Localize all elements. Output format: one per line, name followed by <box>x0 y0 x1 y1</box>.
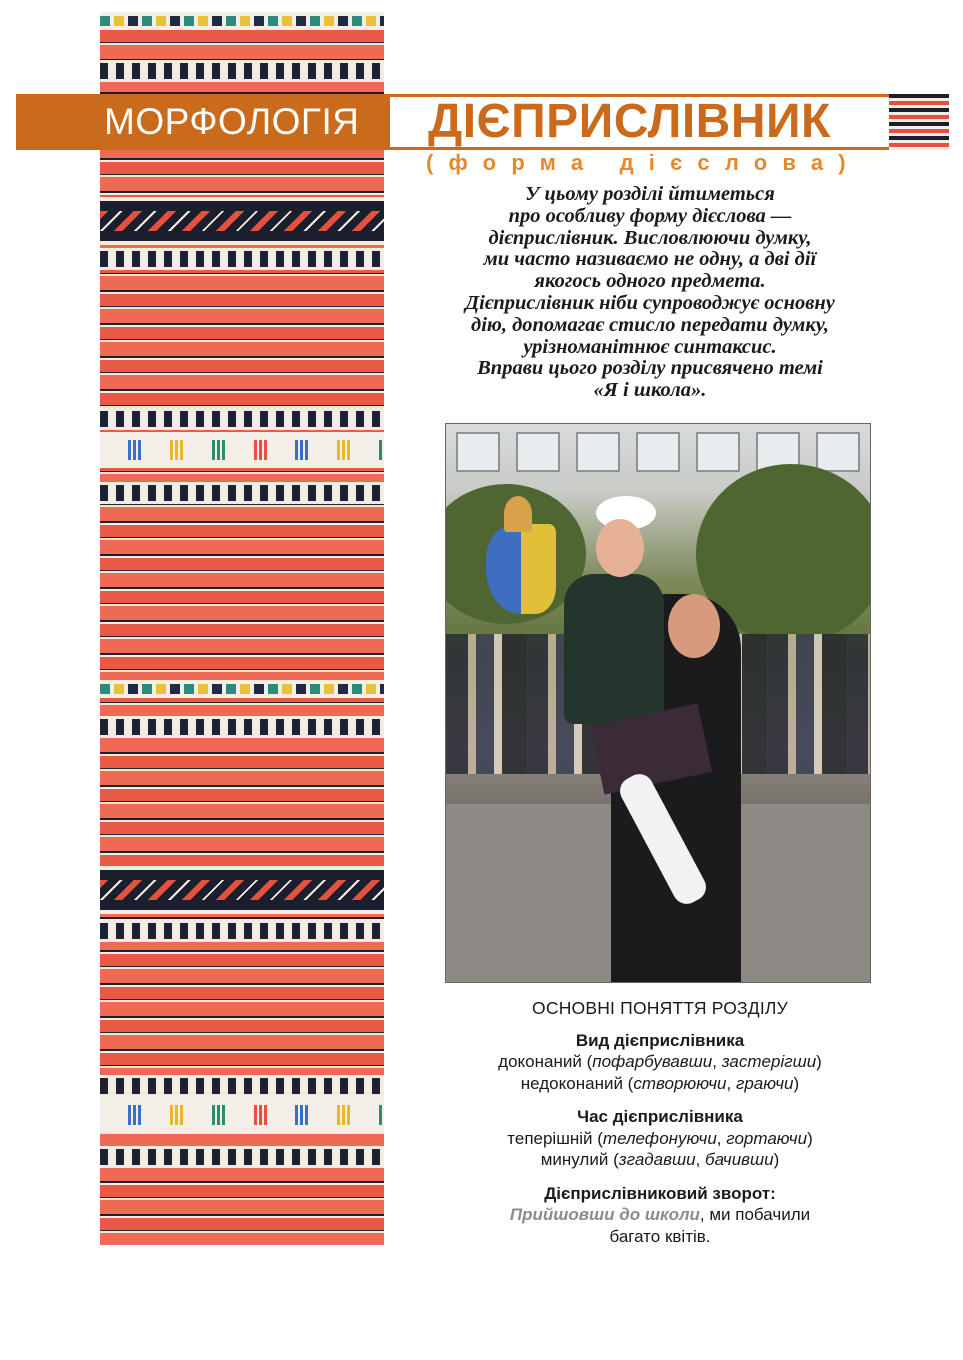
intro-line: У цьому розділі йтиметься <box>525 183 775 205</box>
tense-past: минулий (згадавши, бачивши) <box>540 1150 780 1169</box>
intro-line: урізноманітнює синтаксис. <box>523 335 777 358</box>
phrase-example-line2: багато квітів. <box>609 1226 711 1246</box>
intro-line: Дієприслівник ніби супроводжує основну <box>465 291 835 314</box>
chapter-title: ДІЄПРИСЛІВНИК <box>428 95 831 148</box>
embroidered-textile-image <box>100 12 384 1245</box>
intro-line: ми часто називаємо не одну, а дві дії <box>483 248 817 271</box>
intro-paragraph <box>412 184 888 402</box>
tense-title: Час дієприслівника <box>577 1107 743 1126</box>
concepts-heading: ОСНОВНІ ПОНЯТТЯ РОЗДІЛУ <box>532 998 788 1018</box>
chapter-subtitle: (форма дієслова) <box>426 150 861 175</box>
intro-line: дію, допомагає стисло передати думку, <box>471 313 829 336</box>
section-label: МОРФОЛОГІЯ <box>104 101 360 142</box>
intro-line: «Я і школа». <box>593 379 707 402</box>
intro-line: про особливу форму дієслова — <box>508 204 792 227</box>
intro-line: якогось одного предмета. <box>534 270 766 293</box>
key-concepts <box>452 998 868 1247</box>
header-ornament <box>889 94 949 150</box>
intro-line: Вправи цього розділу присвячено темі <box>477 357 823 380</box>
intro-line: дієприслівник. Висловлюючи думку, <box>488 226 812 249</box>
phrase-example-line1: Прийшовши до школи, ми побачили <box>509 1205 811 1224</box>
aspect-imperfective: недоконаний (створюючи, граючи) <box>520 1073 800 1093</box>
school-photo <box>445 423 871 983</box>
phrase-title: Дієприслівниковий зворот: <box>544 1183 776 1203</box>
phrase-highlight: Прийшовши до школи <box>509 1205 700 1224</box>
aspect-perfective: доконаний (пофарбувавши, застерігши) <box>498 1052 822 1071</box>
aspect-title: Вид дієприслівника <box>575 1030 745 1050</box>
tense-present: теперішній (телефонуючи, гортаючи) <box>507 1128 813 1148</box>
